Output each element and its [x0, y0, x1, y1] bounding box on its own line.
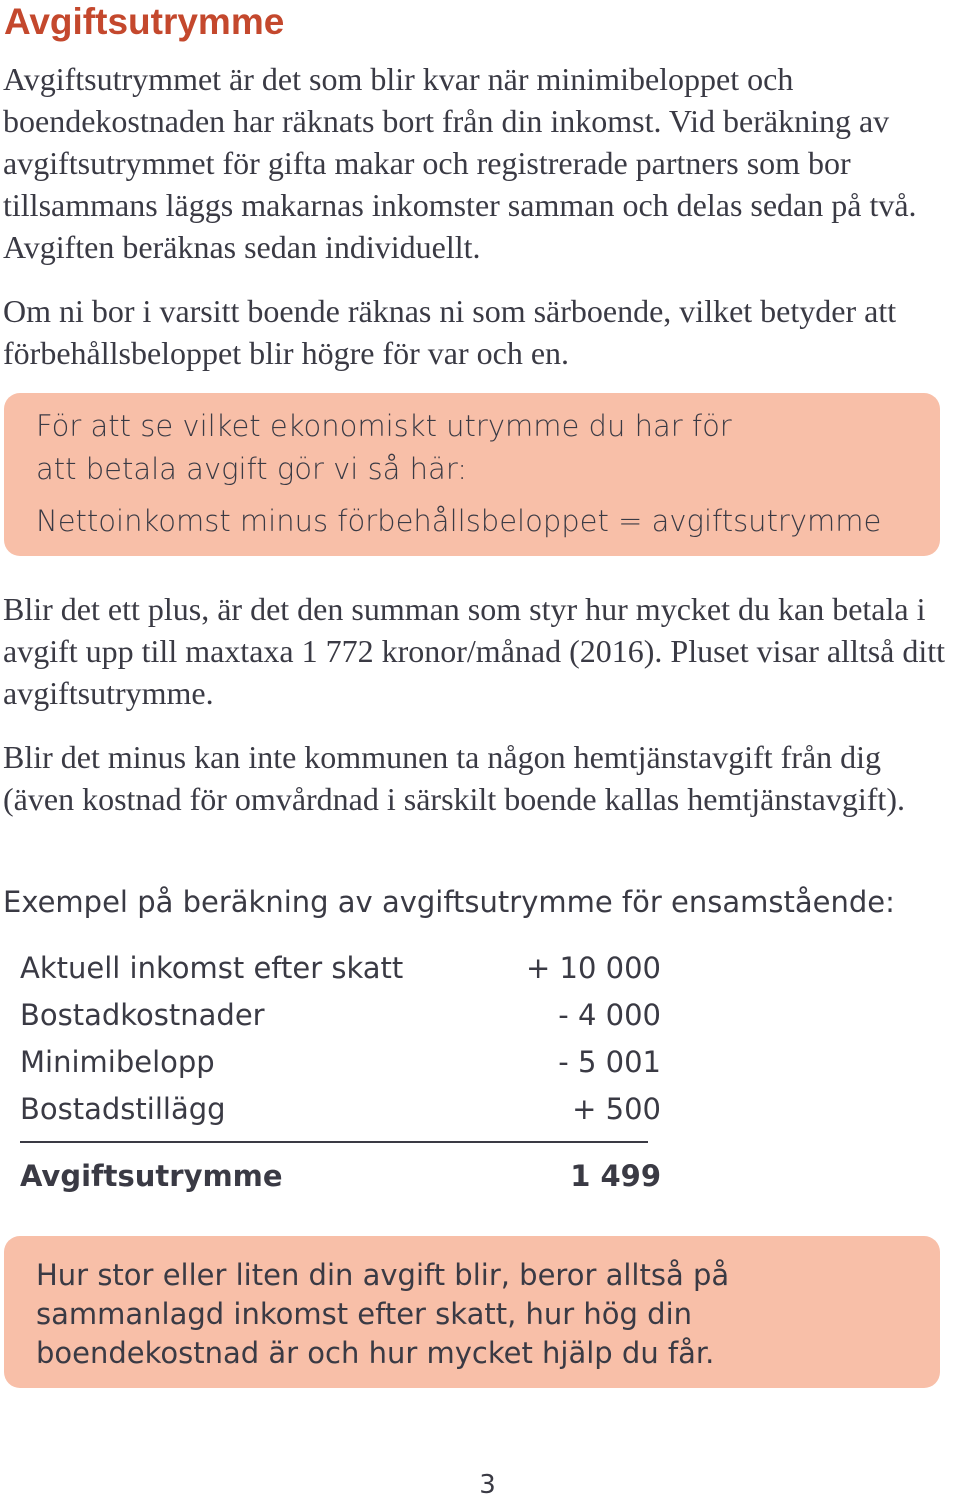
- calc-total-value: 1 499: [570, 1159, 661, 1193]
- info-box-line-2: att betala avgift gör vi så här:: [36, 452, 468, 486]
- example-heading: Exempel på beräkning av avgiftsutrymme för ensamstående:: [3, 885, 895, 919]
- sum-divider: [20, 1141, 648, 1143]
- calc-row-value: + 500: [572, 1092, 661, 1126]
- calculation-info-box: [4, 393, 940, 556]
- calc-row: [20, 1087, 665, 1134]
- calc-row-value: - 4 000: [558, 998, 661, 1032]
- calc-row: [20, 1040, 665, 1087]
- intro-paragraph: Avgiftsutrymmet är det som blir kvar när minimibeloppet och boendekostnaden har räknats bort från din inkomst. Vid beräkning av avgiftsutrymmet för gifta makar och registrerade partners som bor tillsammans läggs makarnas inkomster samman och delas sedan på två. Avgiften beräknas sedan individuellt.: [3, 61, 917, 265]
- page-number: 3: [479, 1470, 496, 1500]
- calc-row-label: Aktuell inkomst efter skatt: [20, 951, 404, 985]
- summary-text: Hur stor eller liten din avgift blir, beror alltså på sammanlagd inkomst efter skatt, hur hög din boendekostnad är och hur mycket hjälp du får.: [36, 1258, 730, 1370]
- summary-box: [4, 1236, 940, 1388]
- calc-row: [20, 946, 665, 993]
- calc-total-label: Avgiftsutrymme: [20, 1159, 283, 1193]
- calc-row-value: + 10 000: [526, 951, 661, 985]
- calc-row-label: Bostadstillägg: [20, 1092, 226, 1126]
- page-title: Avgiftsutrymme: [4, 1, 285, 42]
- calc-row: [20, 993, 665, 1040]
- calc-total-row: [20, 1154, 665, 1201]
- plus-result-paragraph: Blir det ett plus, är det den summan som styr hur mycket du kan betala i avgift upp till maxtaxa 1 772 kronor/månad (2016). Pluset visar alltså ditt avgiftsutrymme.: [3, 591, 946, 711]
- minus-result-paragraph: Blir det minus kan inte kommunen ta någon hemtjänstavgift från dig (även kostnad för omvårdnad i särskilt boende kallas hemtjänstavgift).: [3, 739, 905, 817]
- info-box-line-1: För att se vilket ekonomiskt utrymme du har för: [36, 409, 732, 443]
- separate-living-paragraph: Om ni bor i varsitt boende räknas ni som särboende, vilket betyder att förbehållsbeloppet blir högre för var och en.: [3, 293, 897, 371]
- calc-row-label: Minimibelopp: [20, 1045, 215, 1079]
- example-calculation: [20, 946, 665, 1193]
- info-box-formula: Nettoinkomst minus förbehållsbeloppet = avgiftsutrymme: [36, 504, 882, 538]
- calc-row-label: Bostadkostnader: [20, 998, 265, 1032]
- calc-row-value: - 5 001: [558, 1045, 661, 1079]
